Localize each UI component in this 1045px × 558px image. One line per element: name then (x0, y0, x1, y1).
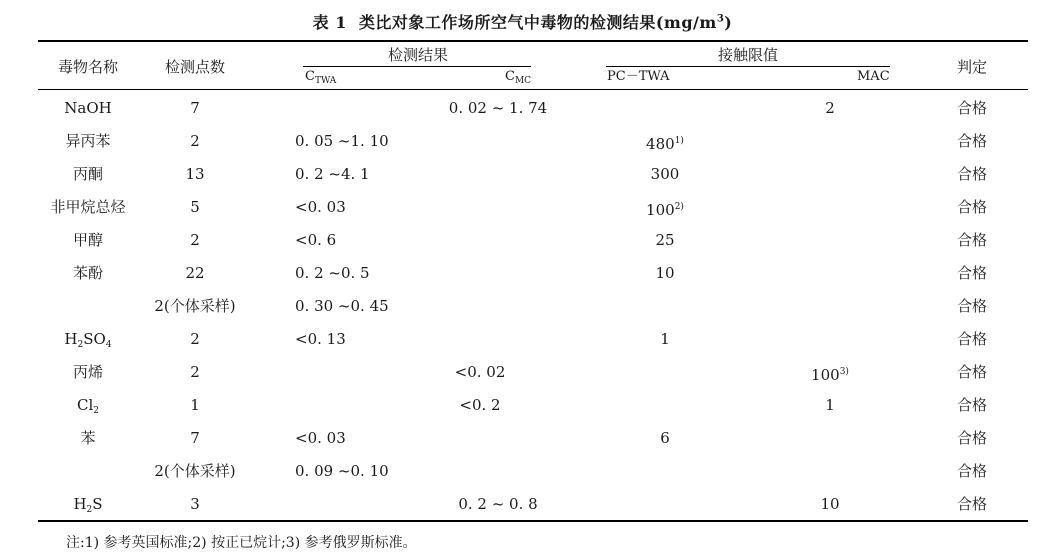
row-substance-name: 异丙苯 (65, 132, 111, 150)
row-points: 2 (190, 231, 200, 249)
row-points: 2(个体采样) (154, 297, 236, 315)
row-points: 2(个体采样) (154, 462, 236, 480)
row-substance-name: 苯 (80, 429, 96, 447)
table-title (0, 10, 1045, 33)
row-substance-name: 丙烯 (72, 363, 104, 381)
row-pc-twa: 6 (660, 429, 670, 447)
row-points: 22 (185, 264, 205, 282)
row-verdict: 合格 (956, 297, 988, 315)
row-points: 2 (190, 363, 200, 381)
row-points: 2 (190, 132, 200, 150)
row-points: 7 (190, 429, 200, 447)
results-subrule (303, 66, 531, 67)
row-ctwa: <0. 6 (295, 231, 337, 249)
row-verdict: 合格 (956, 495, 988, 513)
row-pc-twa: 1 (660, 330, 670, 348)
unit-superscript: 3 (716, 13, 725, 25)
row-pc-twa: 25 (655, 231, 675, 249)
row-substance-name: 甲醇 (72, 231, 104, 249)
row-points: 2 (190, 330, 200, 348)
row-substance-name: 丙酮 (72, 165, 104, 183)
table-number: 表 1 (312, 13, 347, 32)
row-verdict: 合格 (956, 198, 988, 216)
table-note: 注:1) 参考英国标准;2) 按正已烷计;3) 参考俄罗斯标准。 (66, 535, 417, 551)
header-mac: MAC (857, 69, 890, 84)
header-verdict: 判定 (956, 58, 988, 76)
row-ctwa: 0. 2 ~0. 5 (295, 264, 370, 282)
row-ctwa: <0. 13 (295, 330, 346, 348)
row-substance-name: NaOH (64, 99, 112, 117)
header-ctwa: $C_{TWA}$ (305, 69, 337, 86)
header-cmc: $C_{MC}$ (505, 69, 532, 86)
row-ctwa: 0. 09 ~0. 10 (295, 462, 389, 480)
row-verdict: 合格 (956, 396, 988, 414)
row-mac: 2 (825, 99, 835, 117)
row-substance-name: $Cl_2$ (76, 396, 100, 416)
title-close: ) (724, 13, 733, 32)
row-ctwa: <0. 03 (295, 429, 346, 447)
row-substance-name: 苯酚 (72, 264, 104, 282)
row-verdict: 合格 (956, 462, 988, 480)
header-limits: 接触限值 (717, 46, 779, 64)
row-substance-name: $H_2S$ (73, 495, 103, 515)
header-name: 毒物名称 (57, 58, 119, 76)
row-cmc: <0. 2 (459, 396, 501, 414)
row-verdict: 合格 (956, 330, 988, 348)
row-verdict: 合格 (956, 99, 988, 117)
row-substance-name: $H_2SO_4$ (64, 330, 112, 350)
limits-subrule (606, 66, 890, 67)
row-substance-name: 非甲烷总烃 (50, 198, 126, 216)
header-points: 检测点数 (164, 58, 226, 76)
row-points: 1 (190, 396, 200, 414)
row-pc-twa: 10 (655, 264, 675, 282)
row-verdict: 合格 (956, 231, 988, 249)
row-pc-twa: 300 (650, 165, 680, 183)
row-pc-twa: 100$^{2)}$ (646, 201, 684, 219)
bottom-rule (38, 520, 1028, 522)
row-ctwa: 0. 2 ~4. 1 (295, 165, 370, 183)
row-mac: 100$^{3)}$ (811, 366, 849, 384)
row-ctwa: 0. 05 ~1. 10 (295, 132, 389, 150)
row-ctwa: <0. 03 (295, 198, 346, 216)
row-points: 7 (190, 99, 200, 117)
row-mac: 10 (820, 495, 840, 513)
row-points: 13 (185, 165, 205, 183)
header-rule (38, 89, 1028, 90)
row-verdict: 合格 (956, 363, 988, 381)
row-verdict: 合格 (956, 264, 988, 282)
table-title-text: 类比对象工作场所空气中毒物的检测结果(mg/m (358, 13, 717, 32)
row-merged-result: 0. 02 ~ 1. 74 (448, 99, 548, 117)
row-points: 5 (190, 198, 200, 216)
row-points: 3 (190, 495, 200, 513)
row-ctwa: 0. 30 ~0. 45 (295, 297, 389, 315)
row-merged-result: 0. 2 ~ 0. 8 (458, 495, 538, 513)
row-cmc: <0. 02 (454, 363, 506, 381)
row-mac: 1 (825, 396, 835, 414)
row-verdict: 合格 (956, 429, 988, 447)
header-results: 检测结果 (387, 46, 449, 64)
row-verdict: 合格 (956, 165, 988, 183)
header-pctwa: PC－TWA (607, 69, 670, 84)
row-pc-twa: 480$^{1)}$ (646, 135, 684, 153)
top-rule (38, 40, 1028, 42)
row-verdict: 合格 (956, 132, 988, 150)
